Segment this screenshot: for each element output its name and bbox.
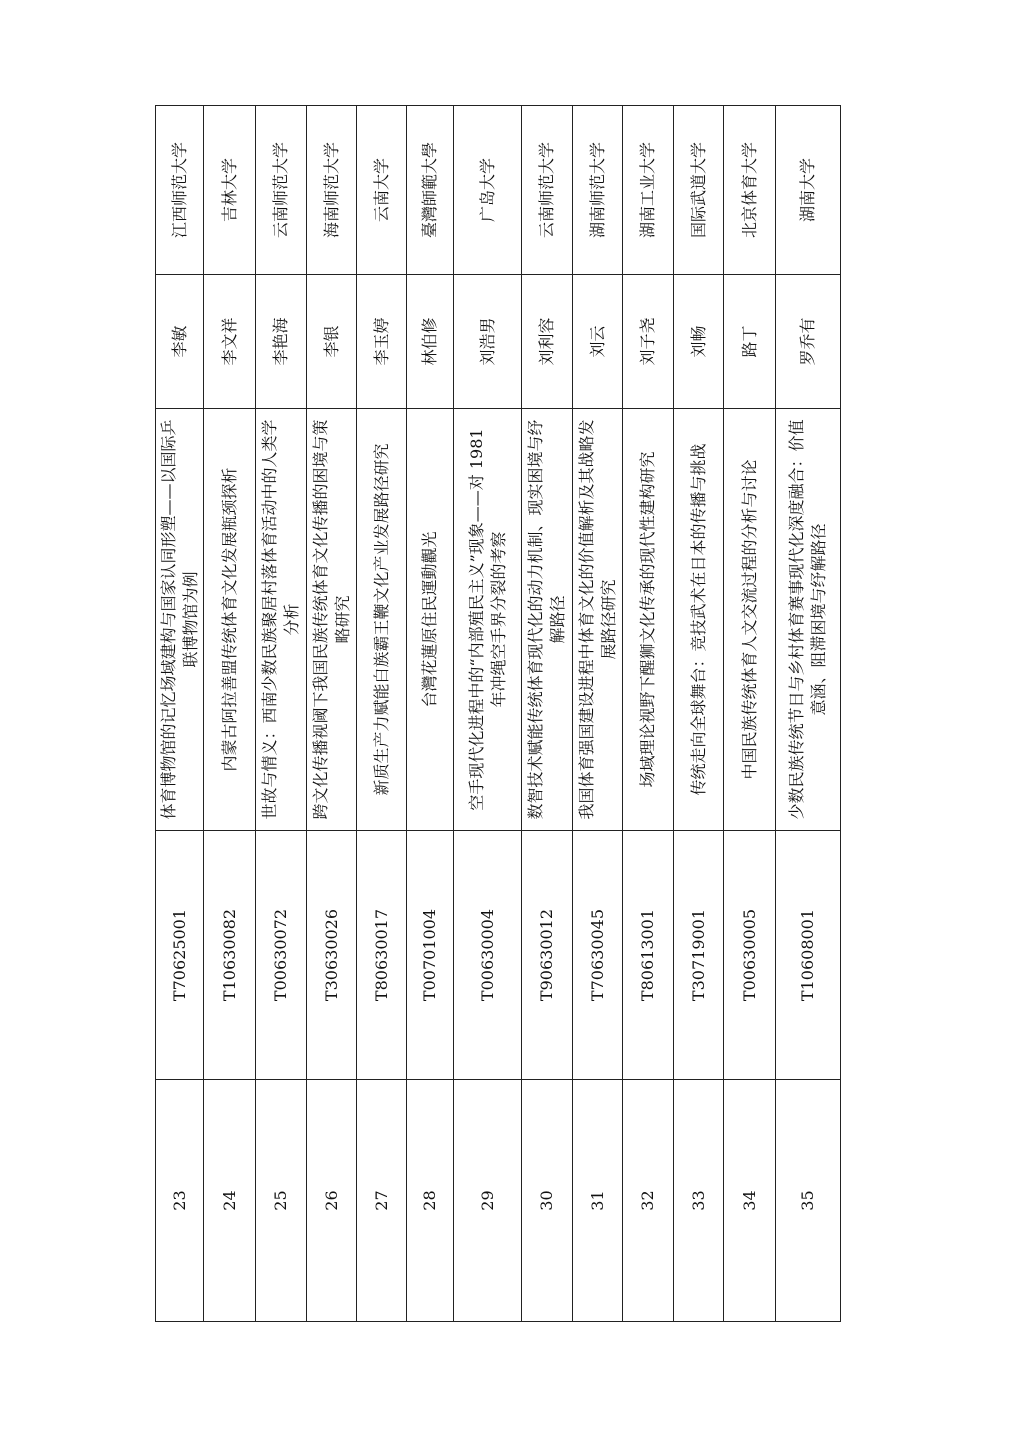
paper-code: T00630072	[256, 831, 307, 1080]
paper-title: 跨文化传播视阈下我国民族传统体育文化传播的困境与策略研究	[307, 409, 357, 831]
paper-code: T10608001	[776, 831, 841, 1080]
table-row	[204, 106, 256, 1322]
author-name: 刘子尧	[623, 275, 674, 409]
author-name: 刘浩男	[454, 275, 522, 409]
row-number: 34	[724, 1080, 776, 1322]
institution-name: 湖南工业大学	[623, 106, 674, 275]
paper-title: 体育博物馆的记忆场域建构与国家认同形塑——以国际乒联博物馆为例	[156, 409, 204, 831]
paper-code: T70625001	[156, 831, 204, 1080]
table-row	[776, 106, 841, 1322]
paper-code: T80613001	[623, 831, 674, 1080]
paper-code: T00630004	[454, 831, 522, 1080]
table-row	[407, 106, 454, 1322]
institution-name: 湖南师范大学	[573, 106, 623, 275]
paper-code: T30630026	[307, 831, 357, 1080]
institution-name: 湖南大学	[776, 106, 841, 275]
paper-title: 少数民族传统节日与乡村体育赛事现代化深度融合：价值意涵、阻滞困境与纾解路径	[776, 409, 841, 831]
author-name: 李玉婷	[357, 275, 407, 409]
institution-name: 云南师范大学	[256, 106, 307, 275]
table-row	[156, 106, 204, 1322]
paper-title: 我国体育强国建设进程中体育文化的价值解析及其战略发展路径研究	[573, 409, 623, 831]
table-row	[357, 106, 407, 1322]
paper-title: 传统走向全球舞台：竞技武术在日本的传播与挑战	[674, 409, 724, 831]
table-row	[256, 106, 307, 1322]
author-name: 刘利容	[522, 275, 573, 409]
row-number: 23	[156, 1080, 204, 1322]
row-number: 24	[204, 1080, 256, 1322]
paper-title: 内蒙古阿拉善盟传统体育文化发展瓶颈探析	[204, 409, 256, 831]
row-number: 26	[307, 1080, 357, 1322]
paper-code: T80630017	[357, 831, 407, 1080]
row-number: 32	[623, 1080, 674, 1322]
row-number: 27	[357, 1080, 407, 1322]
table-row	[724, 106, 776, 1322]
table-row	[623, 106, 674, 1322]
paper-title: 新质生产力赋能白族霸王鞭文化产业发展路径研究	[357, 409, 407, 831]
author-name: 李艳海	[256, 275, 307, 409]
institution-name: 云南大学	[357, 106, 407, 275]
paper-list-table	[155, 105, 841, 1322]
paper-title: 空手现代化进程中的“内部殖民主义”现象——对 1981 年冲绳空手界分裂的考察	[454, 409, 522, 831]
paper-title: 数智技术赋能传统体育现代化的动力机制、现实困境与纾解路径	[522, 409, 573, 831]
paper-code: T30719001	[674, 831, 724, 1080]
table-row	[454, 106, 522, 1322]
rotated-table-frame	[155, 106, 840, 1322]
institution-name: 广岛大学	[454, 106, 522, 275]
paper-title: 中国民族传统体育人文交流过程的分析与讨论	[724, 409, 776, 831]
author-name: 李文祥	[204, 275, 256, 409]
table-row	[674, 106, 724, 1322]
institution-name: 臺灣師範大學	[407, 106, 454, 275]
institution-name: 吉林大学	[204, 106, 256, 275]
institution-name: 海南师范大学	[307, 106, 357, 275]
institution-name: 北京体育大学	[724, 106, 776, 275]
institution-name: 云南师范大学	[522, 106, 573, 275]
institution-name: 江西师范大学	[156, 106, 204, 275]
row-number: 33	[674, 1080, 724, 1322]
author-name: 林伯修	[407, 275, 454, 409]
paper-code: T10630082	[204, 831, 256, 1080]
paper-code: T00630005	[724, 831, 776, 1080]
row-number: 30	[522, 1080, 573, 1322]
row-number: 25	[256, 1080, 307, 1322]
paper-code: T00701004	[407, 831, 454, 1080]
paper-title: 台灣花蓮原住民運動觀光	[407, 409, 454, 831]
author-name: 罗乔有	[776, 275, 841, 409]
row-number: 28	[407, 1080, 454, 1322]
institution-name: 国际武道大学	[674, 106, 724, 275]
author-name: 李银	[307, 275, 357, 409]
table-body	[156, 106, 841, 1322]
author-name: 刘畅	[674, 275, 724, 409]
paper-code: T70630045	[573, 831, 623, 1080]
author-name: 路丁	[724, 275, 776, 409]
row-number: 29	[454, 1080, 522, 1322]
author-name: 刘云	[573, 275, 623, 409]
paper-title: 场域理论视野下醒狮文化传承的现代性建构研究	[623, 409, 674, 831]
author-name: 李敏	[156, 275, 204, 409]
paper-title: 世故与情义：西南少数民族聚居村落体育活动中的人类学分析	[256, 409, 307, 831]
table-row	[522, 106, 573, 1322]
table-row	[307, 106, 357, 1322]
paper-code: T90630012	[522, 831, 573, 1080]
row-number: 35	[776, 1080, 841, 1322]
row-number: 31	[573, 1080, 623, 1322]
table-row	[573, 106, 623, 1322]
